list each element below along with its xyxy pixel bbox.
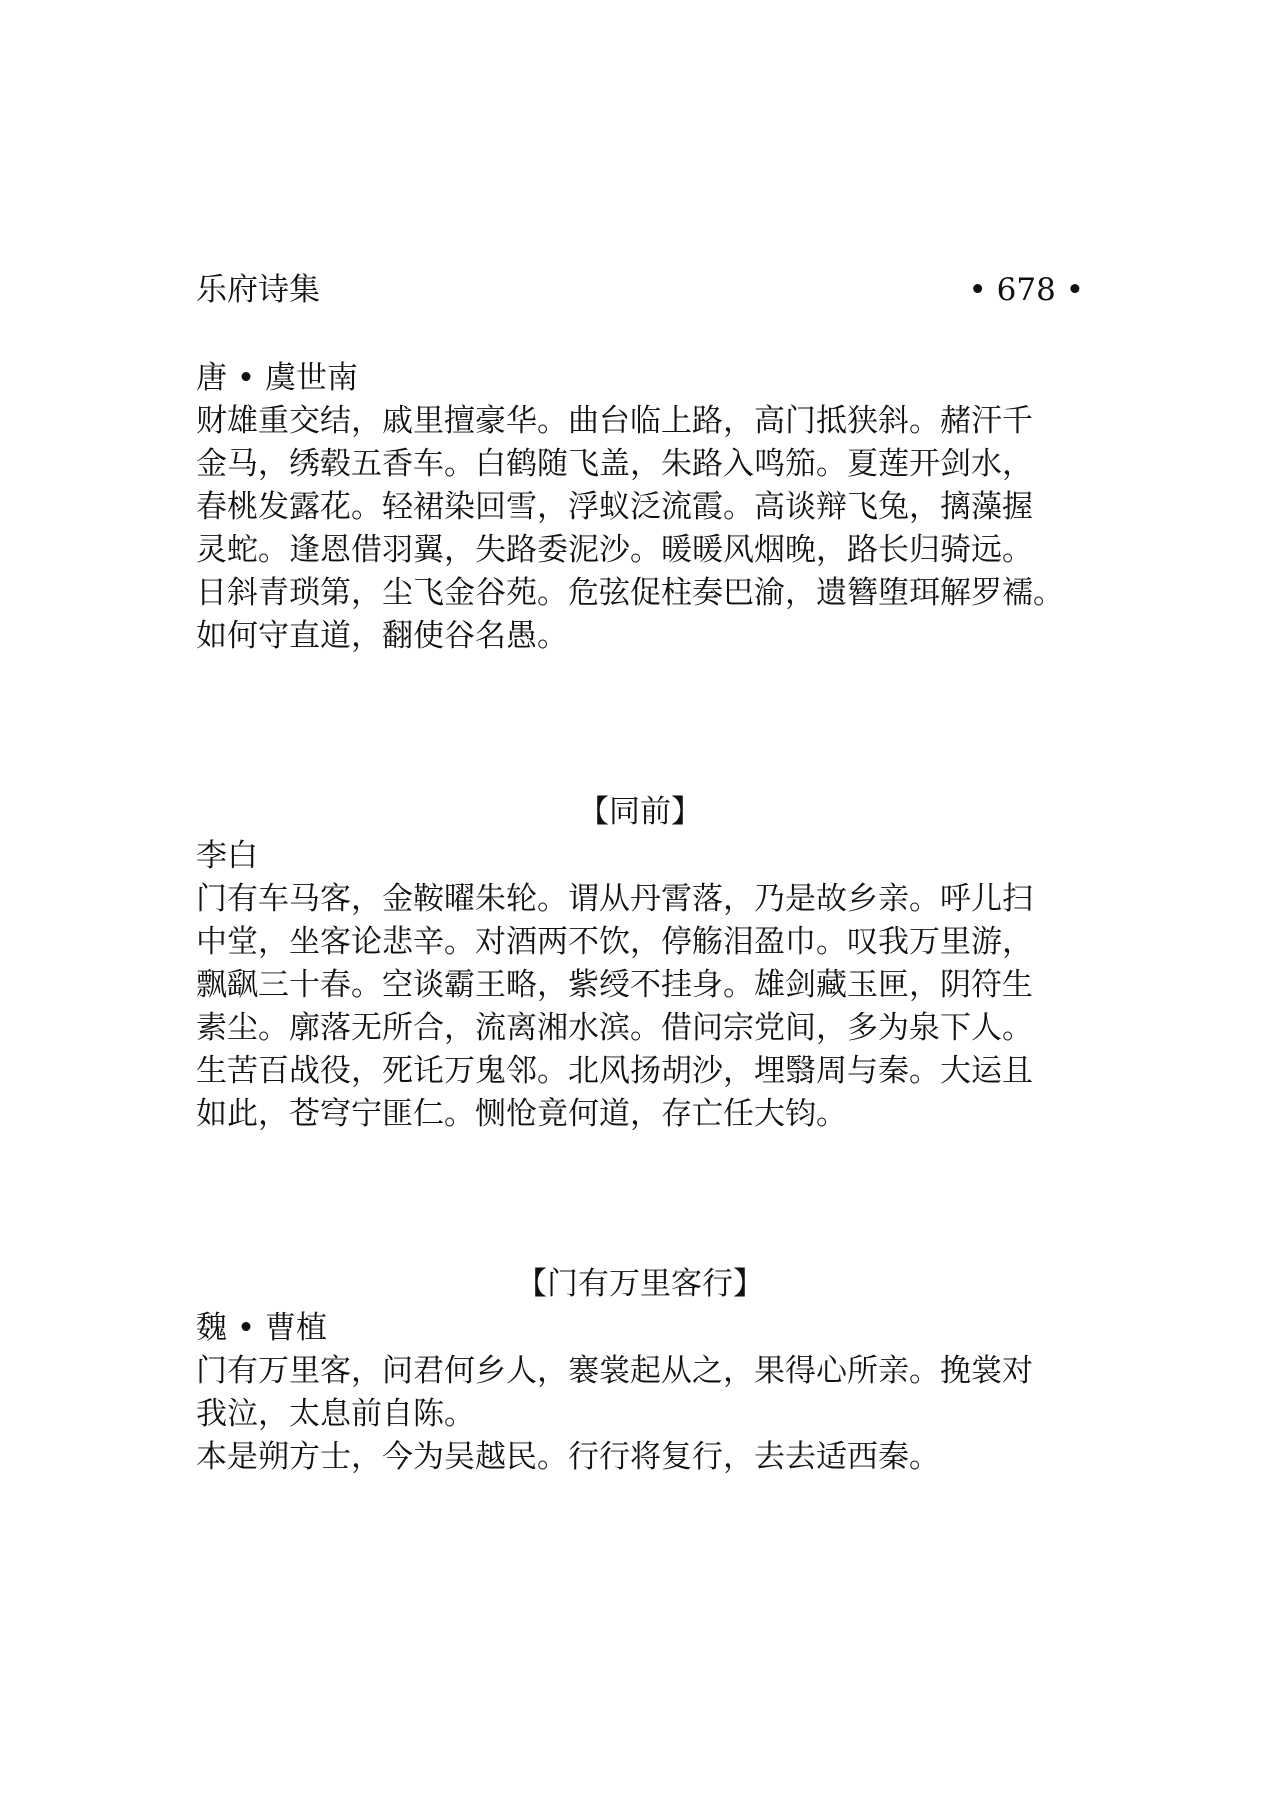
poem-line: 春桃发露花。轻裙染回雪，浮蚁泛流霞。高谈辩飞兔，摛藻握 — [196, 489, 1033, 525]
poem-line: 灵蛇。逢恩借羽翼，失路委泥沙。暖暖风烟晚，路长归骑远。 — [196, 532, 1033, 568]
poem-line: 本是朔方士，今为吴越民。行行将复行，去去适西秦。 — [196, 1439, 940, 1475]
poem-line: 如何守直道，翻使谷名愚。 — [196, 618, 568, 654]
section-title: 【同前】 — [578, 794, 702, 830]
book-title: 乐府诗集 — [196, 272, 320, 308]
poem-line: 我泣，太息前自陈。 — [196, 1396, 475, 1432]
poem-author: 魏 • 曹植 — [196, 1310, 327, 1346]
poem-section-li-bai — [196, 790, 1126, 1136]
poem-line: 素尘。廓落无所合，流离湘水滨。借问宗党间，多为泉下人。 — [196, 1010, 1033, 1046]
page-header — [196, 268, 1084, 312]
poem-section-yu-shinan — [196, 356, 1126, 658]
poem-line: 日斜青琐第，尘飞金谷苑。危弦促柱奏巴渝，遗簪堕珥解罗襦。 — [196, 575, 1064, 611]
poem-line: 金马，绣毂五香车。白鹤随飞盖，朱路入鸣笳。夏莲开剑水， — [196, 446, 1033, 482]
poem-line: 生苦百战役，死讬万鬼邻。北风扬胡沙，埋翳周与秦。大运且 — [196, 1053, 1033, 1089]
poem-line: 如此，苍穹宁匪仁。恻怆竟何道，存亡任大钧。 — [196, 1096, 847, 1132]
poem-author: 李白 — [196, 838, 258, 874]
poem-author: 唐 • 虞世南 — [196, 360, 358, 396]
poem-section-cao-zhi — [196, 1262, 1126, 1479]
poem-line: 财雄重交结，戚里擅豪华。曲台临上路，高门抵狭斜。赭汗千 — [196, 403, 1033, 439]
page-number: • 678 • — [968, 272, 1084, 308]
poem-line: 门有车马客，金鞍曜朱轮。谓从丹霄落，乃是故乡亲。呼儿扫 — [196, 881, 1033, 917]
section-title: 【门有万里客行】 — [516, 1266, 764, 1302]
poem-line: 门有万里客，问君何乡人，褰裳起从之，果得心所亲。挽裳对 — [196, 1353, 1033, 1389]
poem-line: 飘飖三十春。空谈霸王略，紫绶不挂身。雄剑藏玉匣，阴符生 — [196, 967, 1033, 1003]
poem-line: 中堂，坐客论悲辛。对酒两不饮，停觞泪盈巾。叹我万里游， — [196, 924, 1033, 960]
